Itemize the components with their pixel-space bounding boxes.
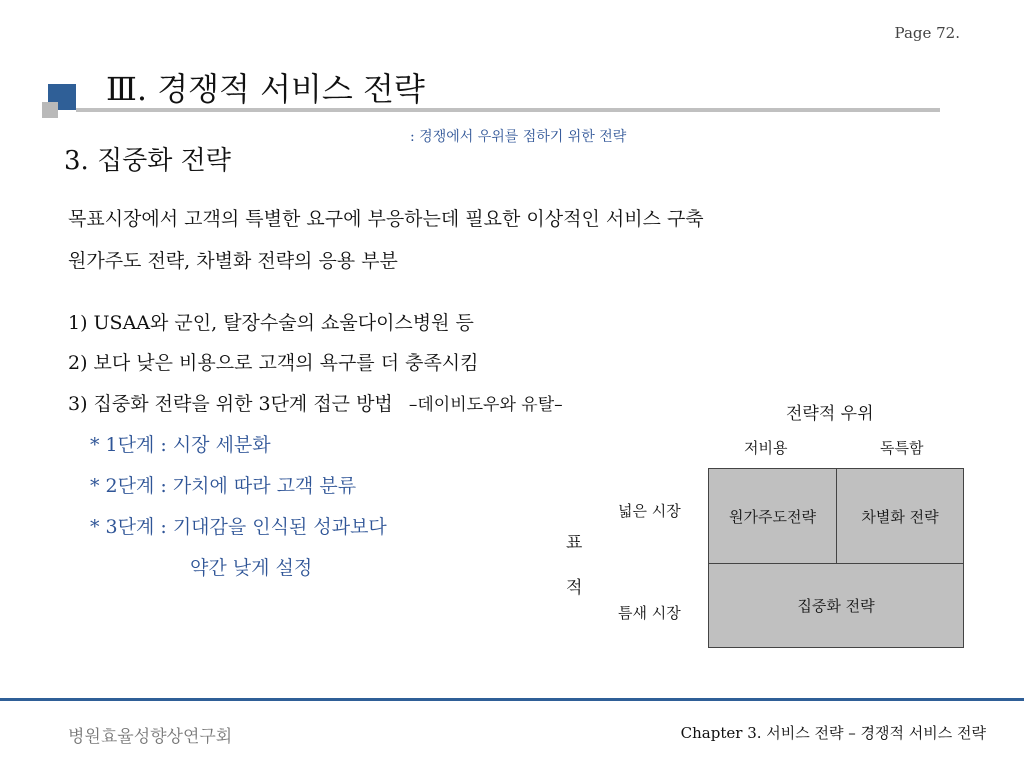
- matrix-row-title-2: 적: [566, 578, 583, 598]
- section-title: 3. 집중화 전략: [64, 146, 231, 176]
- matrix-column-unique: 독특함: [880, 439, 924, 457]
- title-decoration-small-square: [42, 102, 58, 118]
- matrix-cell-cost-leadership: 원가주도전략: [709, 469, 837, 564]
- step-2: * 2단계 : 가치에 따라 고객 분류: [90, 475, 357, 497]
- list-item-3: [68, 389, 563, 416]
- strategy-matrix: [708, 468, 964, 648]
- body-line-1: 목표시장에서 고객의 특별한 요구에 부응하는데 필요한 이상적인 서비스 구축: [68, 208, 704, 230]
- slide-title: Ⅲ. 경쟁적 서비스 전략: [106, 70, 425, 108]
- list-item-3-note: –데이비도우와 유탈–: [408, 395, 563, 415]
- section-tagline: : 경쟁에서 우위를 점하기 위한 전략: [410, 129, 627, 145]
- step-3: * 3단계 : 기대감을 인식된 성과보다: [90, 516, 387, 538]
- matrix-cell-differentiation: 차별화 전략: [837, 469, 963, 564]
- step-3-continued: 약간 낮게 설정: [190, 557, 313, 579]
- step-1: * 1단계 : 시장 세분화: [90, 434, 271, 456]
- footer-chapter: Chapter 3. 서비스 전략 – 경쟁적 서비스 전략: [680, 724, 986, 742]
- list-item-3-text: 3) 집중화 전략을 위한 3단계 접근 방법: [68, 393, 393, 415]
- matrix-cell-focus: 집중화 전략: [797, 597, 875, 615]
- footer-divider: [0, 698, 1024, 701]
- matrix-column-low-cost: 저비용: [744, 439, 788, 457]
- matrix-row-title-1: 표: [566, 533, 583, 553]
- body-line-2: 원가주도 전략, 차별화 전략의 응용 부분: [68, 250, 398, 272]
- list-item-2: 2) 보다 낮은 비용으로 고객의 욕구를 더 충족시킴: [68, 352, 479, 374]
- list-item-1: 1) USAA와 군인, 탈장수술의 쇼울다이스병원 등: [68, 312, 474, 334]
- page-number: Page 72.: [894, 24, 960, 42]
- footer-organization: 병원효율성향상연구회: [68, 727, 233, 747]
- matrix-row-broad: 넓은 시장: [618, 502, 681, 520]
- matrix-column-title: 전략적 우위: [786, 404, 874, 424]
- matrix-row-niche: 틈새 시장: [618, 604, 681, 622]
- title-underline: [76, 108, 940, 112]
